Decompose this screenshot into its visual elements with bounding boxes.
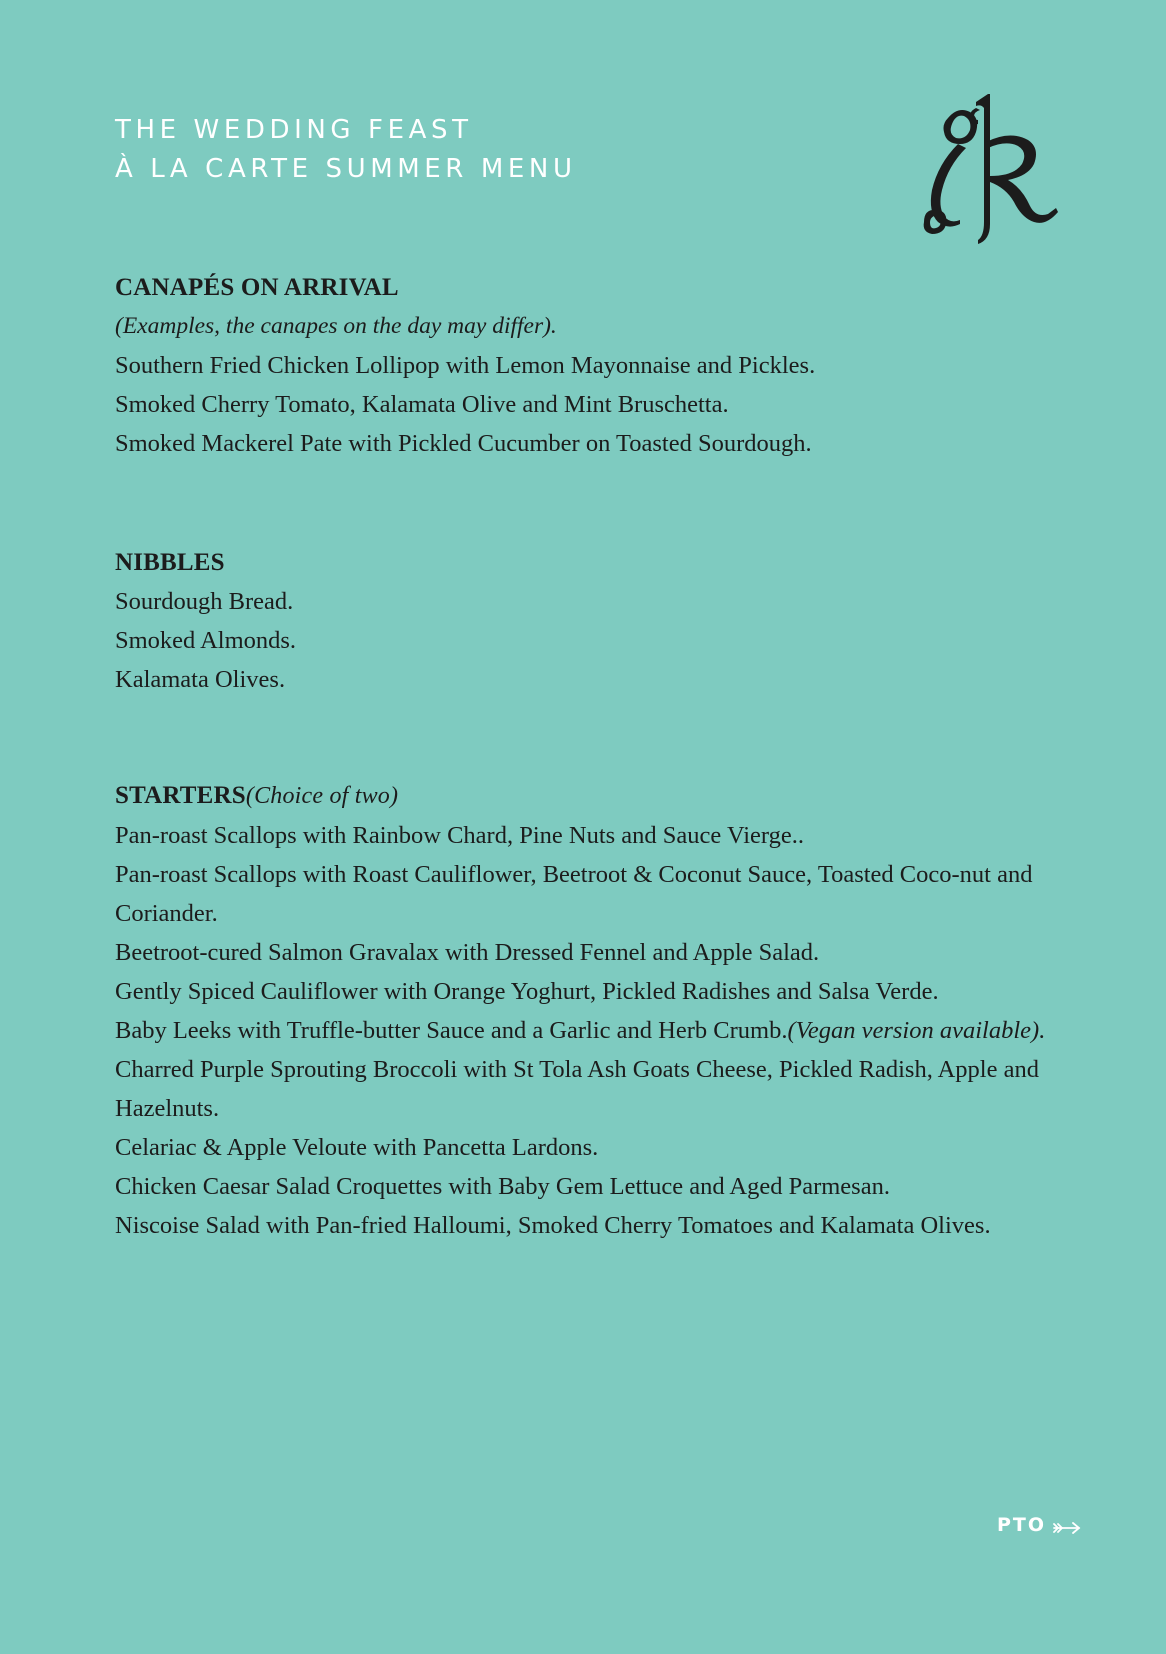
menu-content: [115, 268, 1075, 1245]
section-canapes: [115, 268, 1075, 463]
gk-monogram-logo: [918, 94, 1068, 254]
section-title-nibbles: NIBBLES: [115, 549, 225, 576]
section-title-starters-text: STARTERS: [115, 782, 246, 809]
menu-item: Niscoise Salad with Pan-fried Halloumi, Smoked Cherry Tomatoes and Kalamata Olives.: [115, 1212, 991, 1239]
menu-item: Pan-roast Scallops with Rainbow Chard, Pine Nuts and Sauce Vierge..: [115, 822, 804, 849]
menu-item: Sourdough Bread.: [115, 588, 294, 615]
menu-item: Smoked Mackerel Pate with Pickled Cucumber on Toasted Sourdough.: [115, 430, 812, 457]
section-nibbles: [115, 543, 1075, 699]
menu-item: [115, 1011, 1075, 1050]
menu-item: Pan-roast Scallops with Roast Cauliflower, Beetroot & Coconut Sauce, Toasted Coco-nut and Coriander.: [115, 861, 1033, 927]
arrow-right-icon: [1052, 1518, 1082, 1532]
menu-item-text: Baby Leeks with Truffle-butter Sauce and a Garlic and Herb Crumb.: [115, 1017, 788, 1044]
section-starters: [115, 776, 1075, 1245]
section-title-starters: [115, 776, 1075, 816]
menu-item: Kalamata Olives.: [115, 666, 286, 693]
menu-item: Celariac & Apple Veloute with Pancetta Lardons.: [115, 1134, 599, 1161]
section-note-starters: (Choice of two): [245, 783, 399, 809]
menu-item: Chicken Caesar Salad Croquettes with Baby Gem Lettuce and Aged Parmesan.: [115, 1173, 890, 1200]
menu-item: Charred Purple Sprouting Broccoli with St Tola Ash Goats Cheese, Pickled Radish, Apple and Hazelnuts.: [115, 1056, 1039, 1122]
menu-title-line-1: THE WEDDING FEAST: [115, 115, 473, 145]
menu-header: [115, 111, 577, 189]
menu-item: Smoked Cherry Tomato, Kalamata Olive and Mint Bruschetta.: [115, 391, 729, 418]
section-title-canapes: CANAPÉS ON ARRIVAL: [115, 274, 399, 301]
menu-item: Beetroot-cured Salmon Gravalax with Dressed Fennel and Apple Salad.: [115, 939, 820, 966]
menu-item: Southern Fried Chicken Lollipop with Lemon Mayonnaise and Pickles.: [115, 352, 816, 379]
menu-item: Gently Spiced Cauliflower with Orange Yoghurt, Pickled Radishes and Salsa Verde.: [115, 978, 939, 1005]
pto-label: PTO: [997, 1514, 1047, 1536]
menu-title-line-2: À LA CARTE SUMMER MENU: [115, 154, 577, 184]
section-note-canapes: (Examples, the canapes on the day may differ).: [115, 313, 557, 339]
pto-indicator: [997, 1514, 1082, 1536]
menu-item-note: (Vegan version available).: [787, 1017, 1046, 1044]
menu-item: Smoked Almonds.: [115, 627, 297, 654]
